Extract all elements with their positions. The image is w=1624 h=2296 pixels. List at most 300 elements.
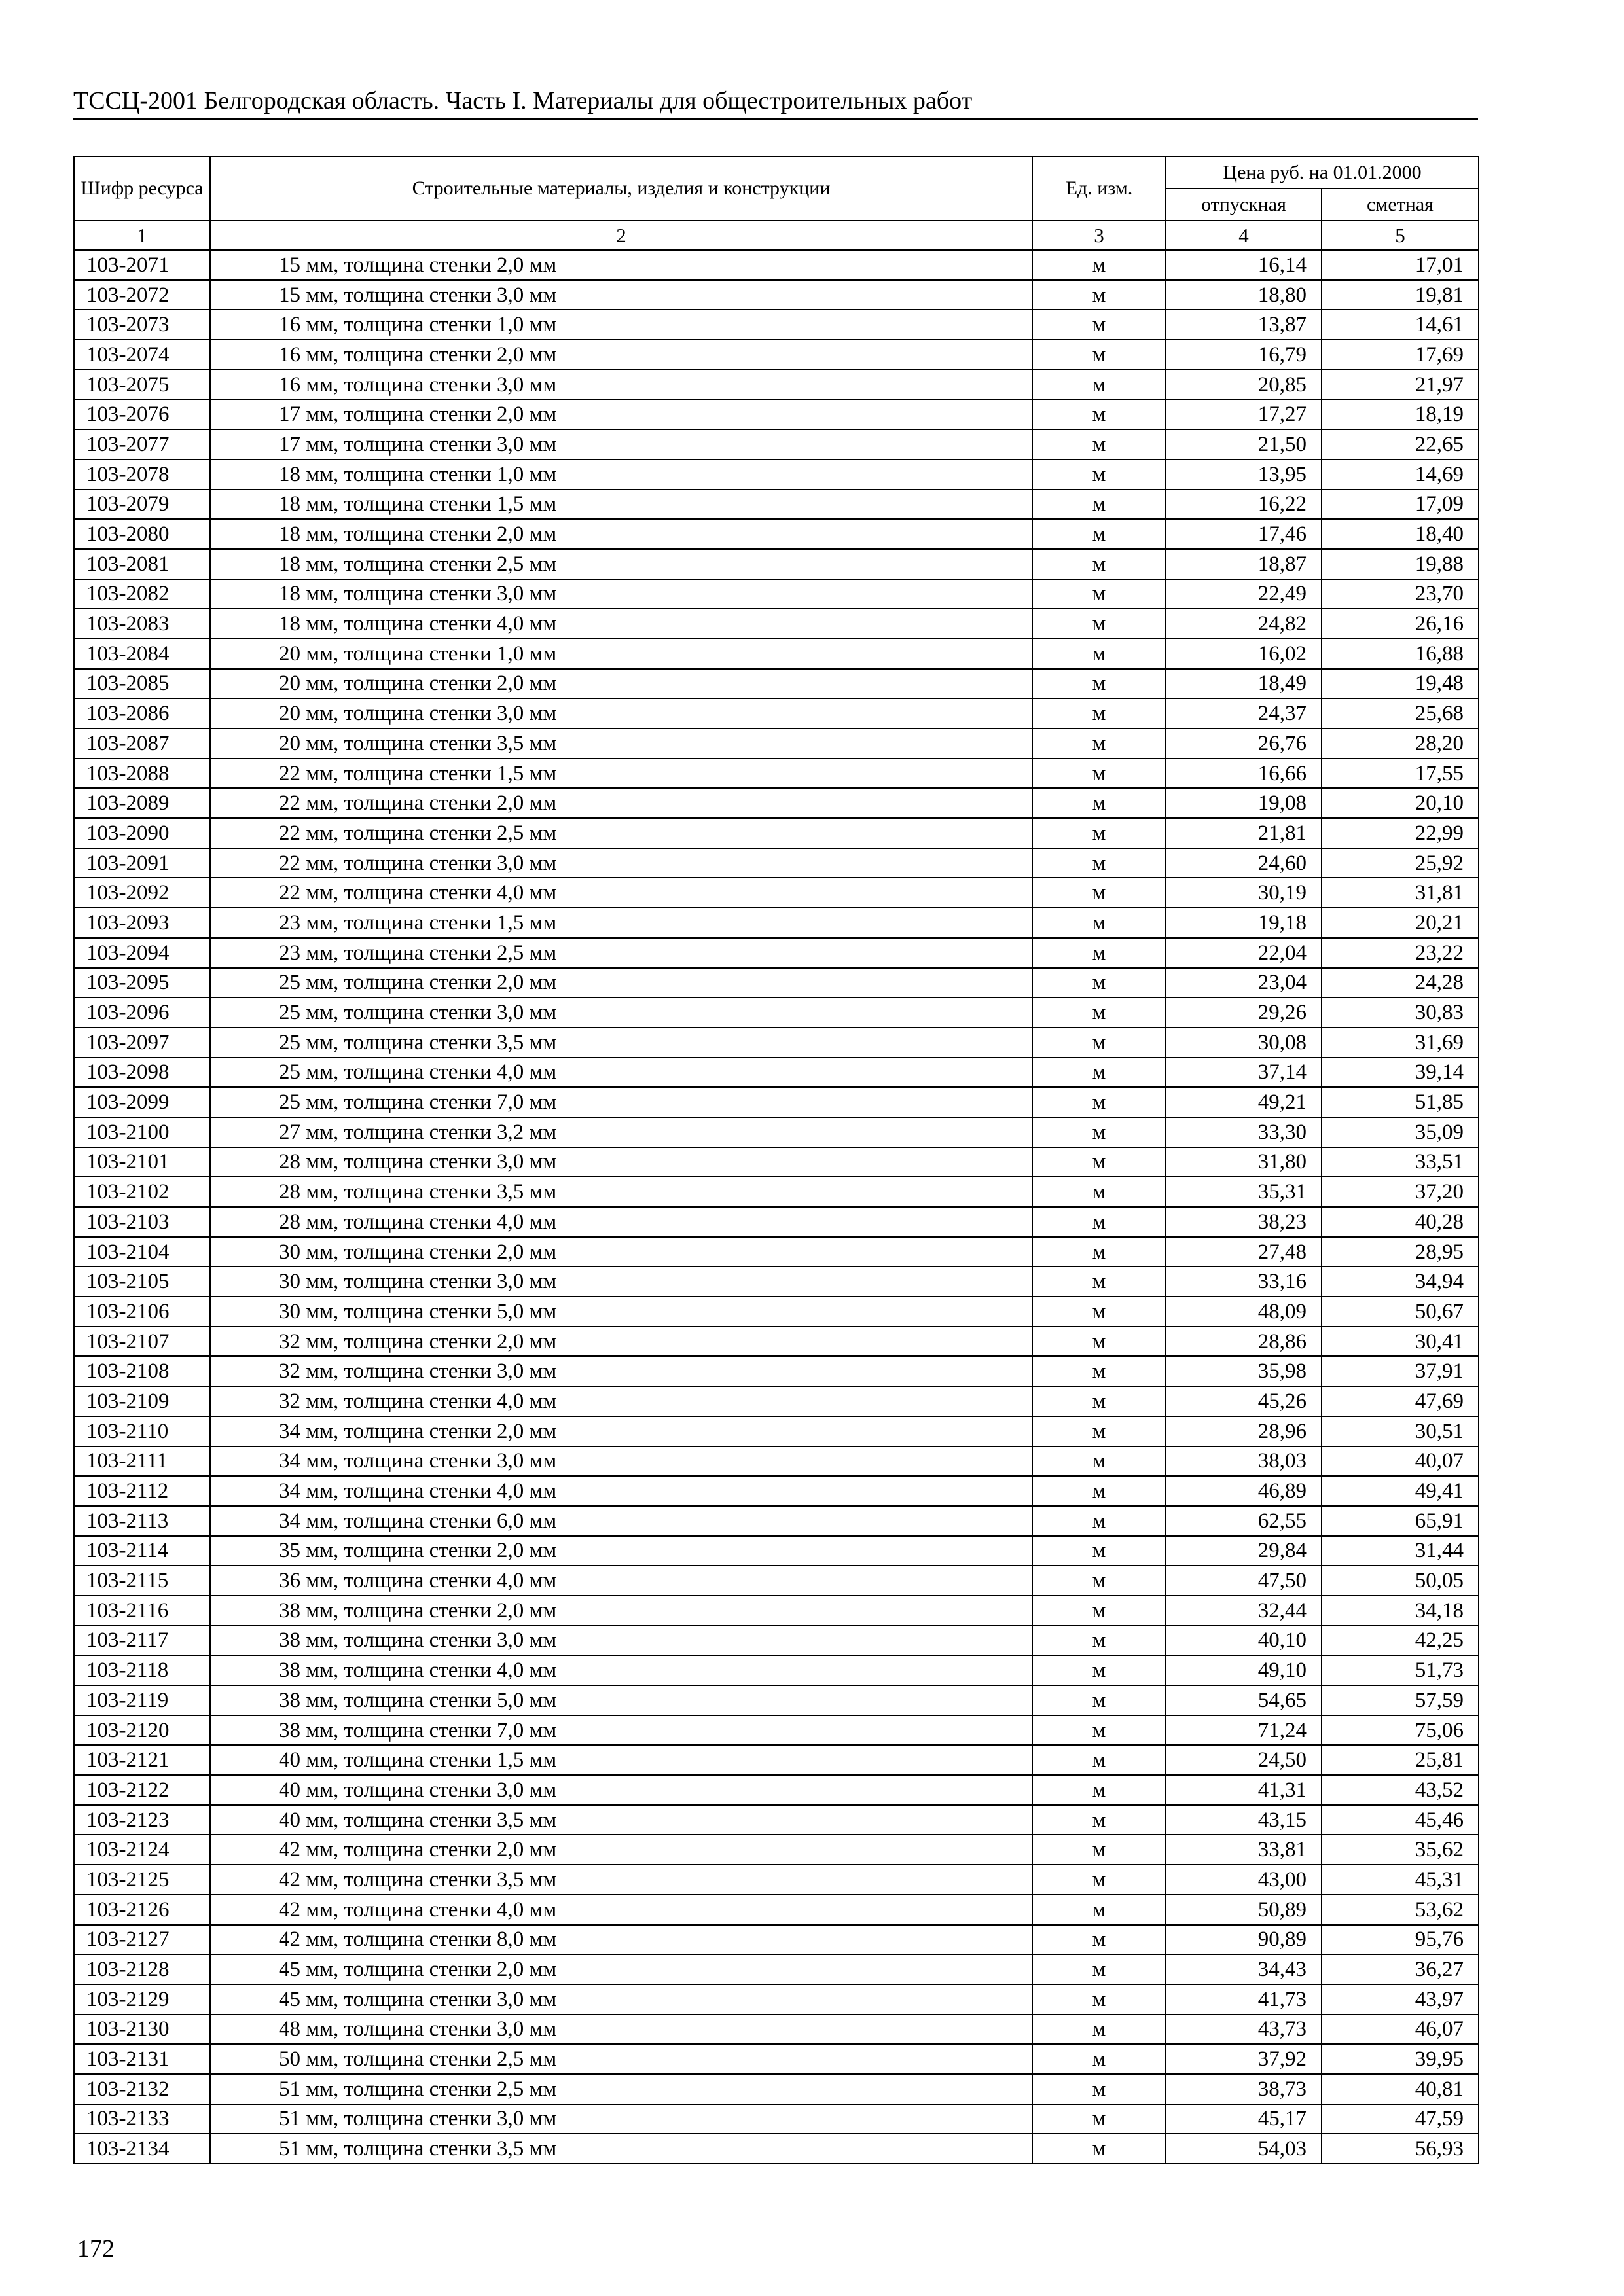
unit-cell: м — [1032, 399, 1166, 429]
release-price-cell: 28,96 — [1166, 1416, 1322, 1446]
release-price-cell: 62,55 — [1166, 1506, 1322, 1536]
header-release-price: отпускная — [1166, 188, 1322, 221]
estimate-price-cell: 18,40 — [1322, 519, 1479, 549]
table-row — [74, 1745, 1479, 1775]
table-row — [74, 938, 1479, 968]
material-name-cell: 20 мм, толщина стенки 2,0 мм — [210, 669, 1032, 699]
unit-cell: м — [1032, 908, 1166, 938]
material-name-cell: 18 мм, толщина стенки 1,5 мм — [210, 490, 1032, 520]
table-row — [74, 788, 1479, 818]
material-name-cell: 16 мм, толщина стенки 3,0 мм — [210, 370, 1032, 400]
table-row — [74, 728, 1479, 759]
material-name-cell: 34 мм, толщина стенки 3,0 мм — [210, 1446, 1032, 1477]
estimate-price-cell: 31,81 — [1322, 878, 1479, 908]
release-price-cell: 43,00 — [1166, 1865, 1322, 1895]
unit-cell: м — [1032, 1266, 1166, 1297]
resource-code-cell: 103-2104 — [74, 1237, 210, 1267]
unit-cell: м — [1032, 519, 1166, 549]
table-row — [74, 1446, 1479, 1477]
material-name-cell: 42 мм, толщина стенки 4,0 мм — [210, 1895, 1032, 1925]
resource-code-cell: 103-2085 — [74, 669, 210, 699]
estimate-price-cell: 42,25 — [1322, 1626, 1479, 1656]
estimate-price-cell: 57,59 — [1322, 1685, 1479, 1715]
estimate-price-cell: 20,10 — [1322, 788, 1479, 818]
estimate-price-cell: 39,14 — [1322, 1058, 1479, 1088]
release-price-cell: 17,27 — [1166, 399, 1322, 429]
resource-code-cell: 103-2081 — [74, 549, 210, 579]
estimate-price-cell: 28,20 — [1322, 728, 1479, 759]
table-row — [74, 1835, 1479, 1865]
estimate-price-cell: 33,51 — [1322, 1147, 1479, 1177]
estimate-price-cell: 22,65 — [1322, 429, 1479, 459]
estimate-price-cell: 28,95 — [1322, 1237, 1479, 1267]
table-row — [74, 2074, 1479, 2104]
material-name-cell: 18 мм, толщина стенки 2,5 мм — [210, 549, 1032, 579]
material-name-cell: 40 мм, толщина стенки 3,5 мм — [210, 1805, 1032, 1835]
resource-code-cell: 103-2092 — [74, 878, 210, 908]
estimate-price-cell: 17,09 — [1322, 490, 1479, 520]
material-name-cell: 25 мм, толщина стенки 3,5 мм — [210, 1028, 1032, 1058]
resource-code-cell: 103-2127 — [74, 1925, 210, 1955]
material-name-cell: 32 мм, толщина стенки 4,0 мм — [210, 1386, 1032, 1416]
table-row — [74, 1207, 1479, 1237]
unit-cell: м — [1032, 2044, 1166, 2074]
material-name-cell: 36 мм, толщина стенки 4,0 мм — [210, 1566, 1032, 1596]
resource-code-cell: 103-2071 — [74, 250, 210, 280]
estimate-price-cell: 37,91 — [1322, 1356, 1479, 1386]
resource-code-cell: 103-2126 — [74, 1895, 210, 1925]
release-price-cell: 54,03 — [1166, 2134, 1322, 2164]
material-name-cell: 25 мм, толщина стенки 7,0 мм — [210, 1087, 1032, 1117]
release-price-cell: 16,79 — [1166, 340, 1322, 370]
material-name-cell: 34 мм, толщина стенки 2,0 мм — [210, 1416, 1032, 1446]
table-row — [74, 579, 1479, 609]
resource-code-cell: 103-2073 — [74, 310, 210, 340]
material-name-cell: 35 мм, толщина стенки 2,0 мм — [210, 1536, 1032, 1566]
estimate-price-cell: 25,92 — [1322, 848, 1479, 878]
unit-cell: м — [1032, 1536, 1166, 1566]
release-price-cell: 24,37 — [1166, 698, 1322, 728]
material-name-cell: 51 мм, толщина стенки 3,5 мм — [210, 2134, 1032, 2164]
estimate-price-cell: 47,59 — [1322, 2104, 1479, 2134]
table-row — [74, 669, 1479, 699]
release-price-cell: 27,48 — [1166, 1237, 1322, 1267]
resource-code-cell: 103-2101 — [74, 1147, 210, 1177]
material-name-cell: 34 мм, толщина стенки 4,0 мм — [210, 1476, 1032, 1506]
resource-code-cell: 103-2082 — [74, 579, 210, 609]
release-price-cell: 49,21 — [1166, 1087, 1322, 1117]
estimate-price-cell: 24,28 — [1322, 968, 1479, 998]
release-price-cell: 16,22 — [1166, 490, 1322, 520]
release-price-cell: 47,50 — [1166, 1566, 1322, 1596]
table-row — [74, 1566, 1479, 1596]
material-name-cell: 30 мм, толщина стенки 2,0 мм — [210, 1237, 1032, 1267]
release-price-cell: 31,80 — [1166, 1147, 1322, 1177]
material-name-cell: 40 мм, толщина стенки 3,0 мм — [210, 1775, 1032, 1805]
material-name-cell: 25 мм, толщина стенки 3,0 мм — [210, 997, 1032, 1028]
material-name-cell: 20 мм, толщина стенки 3,0 мм — [210, 698, 1032, 728]
estimate-price-cell: 40,28 — [1322, 1207, 1479, 1237]
table-row — [74, 2104, 1479, 2134]
table-row — [74, 1237, 1479, 1267]
material-name-cell: 51 мм, толщина стенки 3,0 мм — [210, 2104, 1032, 2134]
estimate-price-cell: 51,73 — [1322, 1655, 1479, 1685]
table-row — [74, 1536, 1479, 1566]
table-row — [74, 1177, 1479, 1207]
release-price-cell: 22,04 — [1166, 938, 1322, 968]
estimate-price-cell: 35,09 — [1322, 1117, 1479, 1147]
resource-code-cell: 103-2117 — [74, 1626, 210, 1656]
estimate-price-cell: 75,06 — [1322, 1715, 1479, 1746]
resource-code-cell: 103-2128 — [74, 1954, 210, 1984]
release-price-cell: 17,46 — [1166, 519, 1322, 549]
resource-code-cell: 103-2096 — [74, 997, 210, 1028]
table-row — [74, 1925, 1479, 1955]
estimate-price-cell: 46,07 — [1322, 2015, 1479, 2045]
release-price-cell: 45,17 — [1166, 2104, 1322, 2134]
column-number: 5 — [1322, 221, 1479, 250]
page-number: 172 — [77, 2235, 115, 2263]
release-price-cell: 29,26 — [1166, 997, 1322, 1028]
resource-code-cell: 103-2076 — [74, 399, 210, 429]
release-price-cell: 28,86 — [1166, 1327, 1322, 1357]
estimate-price-cell: 17,69 — [1322, 340, 1479, 370]
unit-cell: м — [1032, 1685, 1166, 1715]
table-row — [74, 399, 1479, 429]
material-name-cell: 32 мм, толщина стенки 2,0 мм — [210, 1327, 1032, 1357]
release-price-cell: 33,16 — [1166, 1266, 1322, 1297]
material-name-cell: 22 мм, толщина стенки 3,0 мм — [210, 848, 1032, 878]
unit-cell: м — [1032, 669, 1166, 699]
release-price-cell: 20,85 — [1166, 370, 1322, 400]
release-price-cell: 18,87 — [1166, 549, 1322, 579]
resource-code-cell: 103-2079 — [74, 490, 210, 520]
estimate-price-cell: 30,41 — [1322, 1327, 1479, 1357]
release-price-cell: 19,18 — [1166, 908, 1322, 938]
unit-cell: м — [1032, 1327, 1166, 1357]
unit-cell: м — [1032, 1386, 1166, 1416]
resource-code-cell: 103-2122 — [74, 1775, 210, 1805]
estimate-price-cell: 36,27 — [1322, 1954, 1479, 1984]
table-row — [74, 519, 1479, 549]
unit-cell: м — [1032, 968, 1166, 998]
material-name-cell: 23 мм, толщина стенки 1,5 мм — [210, 908, 1032, 938]
material-name-cell: 16 мм, толщина стенки 2,0 мм — [210, 340, 1032, 370]
estimate-price-cell: 43,52 — [1322, 1775, 1479, 1805]
header-code: Шифр ресурса — [74, 156, 210, 221]
release-price-cell: 19,08 — [1166, 788, 1322, 818]
table-row — [74, 1147, 1479, 1177]
resource-code-cell: 103-2089 — [74, 788, 210, 818]
release-price-cell: 90,89 — [1166, 1925, 1322, 1955]
unit-cell: м — [1032, 698, 1166, 728]
estimate-price-cell: 26,16 — [1322, 609, 1479, 639]
material-name-cell: 18 мм, толщина стенки 4,0 мм — [210, 609, 1032, 639]
material-name-cell: 16 мм, толщина стенки 1,0 мм — [210, 310, 1032, 340]
release-price-cell: 23,04 — [1166, 968, 1322, 998]
header-price-group: Цена руб. на 01.01.2000 — [1166, 156, 1479, 188]
table-row — [74, 310, 1479, 340]
table-row — [74, 2134, 1479, 2164]
table-row — [74, 1327, 1479, 1357]
estimate-price-cell: 95,76 — [1322, 1925, 1479, 1955]
table-row — [74, 1805, 1479, 1835]
resource-code-cell: 103-2086 — [74, 698, 210, 728]
unit-cell: м — [1032, 1207, 1166, 1237]
material-name-cell: 45 мм, толщина стенки 3,0 мм — [210, 1984, 1032, 2015]
estimate-price-cell: 35,62 — [1322, 1835, 1479, 1865]
material-name-cell: 50 мм, толщина стенки 2,5 мм — [210, 2044, 1032, 2074]
estimate-price-cell: 17,55 — [1322, 759, 1479, 789]
table-row — [74, 250, 1479, 280]
unit-cell: м — [1032, 2015, 1166, 2045]
table-row — [74, 1655, 1479, 1685]
table-row — [74, 1626, 1479, 1656]
estimate-price-cell: 14,69 — [1322, 459, 1479, 490]
resource-code-cell: 103-2088 — [74, 759, 210, 789]
resource-code-cell: 103-2114 — [74, 1536, 210, 1566]
table-row — [74, 2015, 1479, 2045]
unit-cell: м — [1032, 2074, 1166, 2104]
unit-cell: м — [1032, 1566, 1166, 1596]
document-title: ТССЦ-2001 Белгородская область. Часть I. Материалы для общестроительных работ — [73, 87, 973, 115]
table-row — [74, 1895, 1479, 1925]
unit-cell: м — [1032, 2104, 1166, 2134]
unit-cell: м — [1032, 2134, 1166, 2164]
estimate-price-cell: 22,99 — [1322, 818, 1479, 848]
estimate-price-cell: 31,69 — [1322, 1028, 1479, 1058]
estimate-price-cell: 39,95 — [1322, 2044, 1479, 2074]
column-number: 2 — [210, 221, 1032, 250]
release-price-cell: 37,92 — [1166, 2044, 1322, 2074]
resource-code-cell: 103-2090 — [74, 818, 210, 848]
release-price-cell: 50,89 — [1166, 1895, 1322, 1925]
resource-code-cell: 103-2074 — [74, 340, 210, 370]
estimate-price-cell: 23,70 — [1322, 579, 1479, 609]
material-name-cell: 22 мм, толщина стенки 2,5 мм — [210, 818, 1032, 848]
estimate-price-cell: 30,51 — [1322, 1416, 1479, 1446]
resource-code-cell: 103-2097 — [74, 1028, 210, 1058]
material-name-cell: 34 мм, толщина стенки 6,0 мм — [210, 1506, 1032, 1536]
unit-cell: м — [1032, 1925, 1166, 1955]
estimate-price-cell: 19,88 — [1322, 549, 1479, 579]
release-price-cell: 34,43 — [1166, 1954, 1322, 1984]
resource-code-cell: 103-2125 — [74, 1865, 210, 1895]
material-name-cell: 28 мм, толщина стенки 3,0 мм — [210, 1147, 1032, 1177]
unit-cell: м — [1032, 818, 1166, 848]
resource-code-cell: 103-2106 — [74, 1297, 210, 1327]
release-price-cell: 26,76 — [1166, 728, 1322, 759]
resource-code-cell: 103-2105 — [74, 1266, 210, 1297]
estimate-price-cell: 50,67 — [1322, 1297, 1479, 1327]
estimate-price-cell: 16,88 — [1322, 639, 1479, 669]
material-name-cell: 22 мм, толщина стенки 1,5 мм — [210, 759, 1032, 789]
release-price-cell: 71,24 — [1166, 1715, 1322, 1746]
material-name-cell: 42 мм, толщина стенки 8,0 мм — [210, 1925, 1032, 1955]
resource-code-cell: 103-2078 — [74, 459, 210, 490]
unit-cell: м — [1032, 1058, 1166, 1088]
table-row — [74, 1117, 1479, 1147]
table-row — [74, 1356, 1479, 1386]
unit-cell: м — [1032, 1356, 1166, 1386]
unit-cell: м — [1032, 1775, 1166, 1805]
release-price-cell: 37,14 — [1166, 1058, 1322, 1088]
material-name-cell: 18 мм, толщина стенки 1,0 мм — [210, 459, 1032, 490]
unit-cell: м — [1032, 639, 1166, 669]
estimate-price-cell: 40,07 — [1322, 1446, 1479, 1477]
table-row — [74, 280, 1479, 310]
unit-cell: м — [1032, 788, 1166, 818]
resource-code-cell: 103-2107 — [74, 1327, 210, 1357]
resource-code-cell: 103-2133 — [74, 2104, 210, 2134]
release-price-cell: 29,84 — [1166, 1536, 1322, 1566]
release-price-cell: 24,60 — [1166, 848, 1322, 878]
material-name-cell: 40 мм, толщина стенки 1,5 мм — [210, 1745, 1032, 1775]
table-row — [74, 1596, 1479, 1626]
unit-cell: м — [1032, 728, 1166, 759]
material-name-cell: 23 мм, толщина стенки 2,5 мм — [210, 938, 1032, 968]
material-name-cell: 30 мм, толщина стенки 5,0 мм — [210, 1297, 1032, 1327]
unit-cell: м — [1032, 1028, 1166, 1058]
table-row — [74, 639, 1479, 669]
unit-cell: м — [1032, 310, 1166, 340]
release-price-cell: 16,02 — [1166, 639, 1322, 669]
column-number: 1 — [74, 221, 210, 250]
resource-code-cell: 103-2115 — [74, 1566, 210, 1596]
table-row — [74, 2044, 1479, 2074]
material-name-cell: 15 мм, толщина стенки 3,0 мм — [210, 280, 1032, 310]
price-table — [73, 156, 1479, 2164]
table-row — [74, 340, 1479, 370]
estimate-price-cell: 19,48 — [1322, 669, 1479, 699]
header-name: Строительные материалы, изделия и конструкции — [210, 156, 1032, 221]
material-name-cell: 17 мм, толщина стенки 3,0 мм — [210, 429, 1032, 459]
unit-cell: м — [1032, 1626, 1166, 1656]
material-name-cell: 38 мм, толщина стенки 3,0 мм — [210, 1626, 1032, 1656]
estimate-price-cell: 19,81 — [1322, 280, 1479, 310]
unit-cell: м — [1032, 609, 1166, 639]
table-row — [74, 818, 1479, 848]
material-name-cell: 38 мм, толщина стенки 7,0 мм — [210, 1715, 1032, 1746]
release-price-cell: 21,50 — [1166, 429, 1322, 459]
table-row — [74, 1984, 1479, 2015]
release-price-cell: 35,98 — [1166, 1356, 1322, 1386]
resource-code-cell: 103-2119 — [74, 1685, 210, 1715]
material-name-cell: 18 мм, толщина стенки 2,0 мм — [210, 519, 1032, 549]
header-estimate-price: сметная — [1322, 188, 1479, 221]
unit-cell: м — [1032, 1596, 1166, 1626]
material-name-cell: 27 мм, толщина стенки 3,2 мм — [210, 1117, 1032, 1147]
release-price-cell: 18,49 — [1166, 669, 1322, 699]
material-name-cell: 38 мм, толщина стенки 4,0 мм — [210, 1655, 1032, 1685]
resource-code-cell: 103-2072 — [74, 280, 210, 310]
estimate-price-cell: 65,91 — [1322, 1506, 1479, 1536]
release-price-cell: 24,82 — [1166, 609, 1322, 639]
unit-cell: м — [1032, 1476, 1166, 1506]
material-name-cell: 28 мм, толщина стенки 4,0 мм — [210, 1207, 1032, 1237]
resource-code-cell: 103-2087 — [74, 728, 210, 759]
material-name-cell: 20 мм, толщина стенки 3,5 мм — [210, 728, 1032, 759]
material-name-cell: 25 мм, толщина стенки 2,0 мм — [210, 968, 1032, 998]
unit-cell: м — [1032, 1117, 1166, 1147]
unit-cell: м — [1032, 997, 1166, 1028]
unit-cell: м — [1032, 1446, 1166, 1477]
unit-cell: м — [1032, 280, 1166, 310]
unit-cell: м — [1032, 1984, 1166, 2015]
unit-cell: м — [1032, 579, 1166, 609]
resource-code-cell: 103-2094 — [74, 938, 210, 968]
release-price-cell: 46,89 — [1166, 1476, 1322, 1506]
resource-code-cell: 103-2130 — [74, 2015, 210, 2045]
resource-code-cell: 103-2075 — [74, 370, 210, 400]
estimate-price-cell: 34,18 — [1322, 1596, 1479, 1626]
release-price-cell: 38,03 — [1166, 1446, 1322, 1477]
resource-code-cell: 103-2102 — [74, 1177, 210, 1207]
estimate-price-cell: 31,44 — [1322, 1536, 1479, 1566]
estimate-price-cell: 50,05 — [1322, 1566, 1479, 1596]
estimate-price-cell: 49,41 — [1322, 1476, 1479, 1506]
table-row — [74, 370, 1479, 400]
release-price-cell: 30,08 — [1166, 1028, 1322, 1058]
estimate-price-cell: 30,83 — [1322, 997, 1479, 1028]
estimate-price-cell: 40,81 — [1322, 2074, 1479, 2104]
release-price-cell: 38,23 — [1166, 1207, 1322, 1237]
material-name-cell: 45 мм, толщина стенки 2,0 мм — [210, 1954, 1032, 1984]
table-row — [74, 549, 1479, 579]
unit-cell: м — [1032, 1865, 1166, 1895]
table-row — [74, 908, 1479, 938]
release-price-cell: 18,80 — [1166, 280, 1322, 310]
resource-code-cell: 103-2110 — [74, 1416, 210, 1446]
table-row — [74, 1087, 1479, 1117]
resource-code-cell: 103-2111 — [74, 1446, 210, 1477]
unit-cell: м — [1032, 490, 1166, 520]
unit-cell: м — [1032, 848, 1166, 878]
estimate-price-cell: 20,21 — [1322, 908, 1479, 938]
release-price-cell: 41,31 — [1166, 1775, 1322, 1805]
resource-code-cell: 103-2134 — [74, 2134, 210, 2164]
unit-cell: м — [1032, 1087, 1166, 1117]
resource-code-cell: 103-2132 — [74, 2074, 210, 2104]
estimate-price-cell: 25,68 — [1322, 698, 1479, 728]
table-body — [74, 250, 1479, 2164]
unit-cell: м — [1032, 1895, 1166, 1925]
release-price-cell: 24,50 — [1166, 1745, 1322, 1775]
resource-code-cell: 103-2080 — [74, 519, 210, 549]
unit-cell: м — [1032, 1835, 1166, 1865]
resource-code-cell: 103-2113 — [74, 1506, 210, 1536]
table-row — [74, 1506, 1479, 1536]
unit-cell: м — [1032, 549, 1166, 579]
table-row — [74, 1685, 1479, 1715]
estimate-price-cell: 47,69 — [1322, 1386, 1479, 1416]
estimate-price-cell: 45,31 — [1322, 1865, 1479, 1895]
resource-code-cell: 103-2120 — [74, 1715, 210, 1746]
release-price-cell: 43,73 — [1166, 2015, 1322, 2045]
table-row — [74, 1266, 1479, 1297]
estimate-price-cell: 51,85 — [1322, 1087, 1479, 1117]
resource-code-cell: 103-2091 — [74, 848, 210, 878]
estimate-price-cell: 34,94 — [1322, 1266, 1479, 1297]
material-name-cell: 18 мм, толщина стенки 3,0 мм — [210, 579, 1032, 609]
resource-code-cell: 103-2109 — [74, 1386, 210, 1416]
material-name-cell: 22 мм, толщина стенки 4,0 мм — [210, 878, 1032, 908]
unit-cell: м — [1032, 370, 1166, 400]
page-header — [73, 84, 1478, 120]
material-name-cell: 28 мм, толщина стенки 3,5 мм — [210, 1177, 1032, 1207]
table-row — [74, 878, 1479, 908]
column-number: 3 — [1032, 221, 1166, 250]
